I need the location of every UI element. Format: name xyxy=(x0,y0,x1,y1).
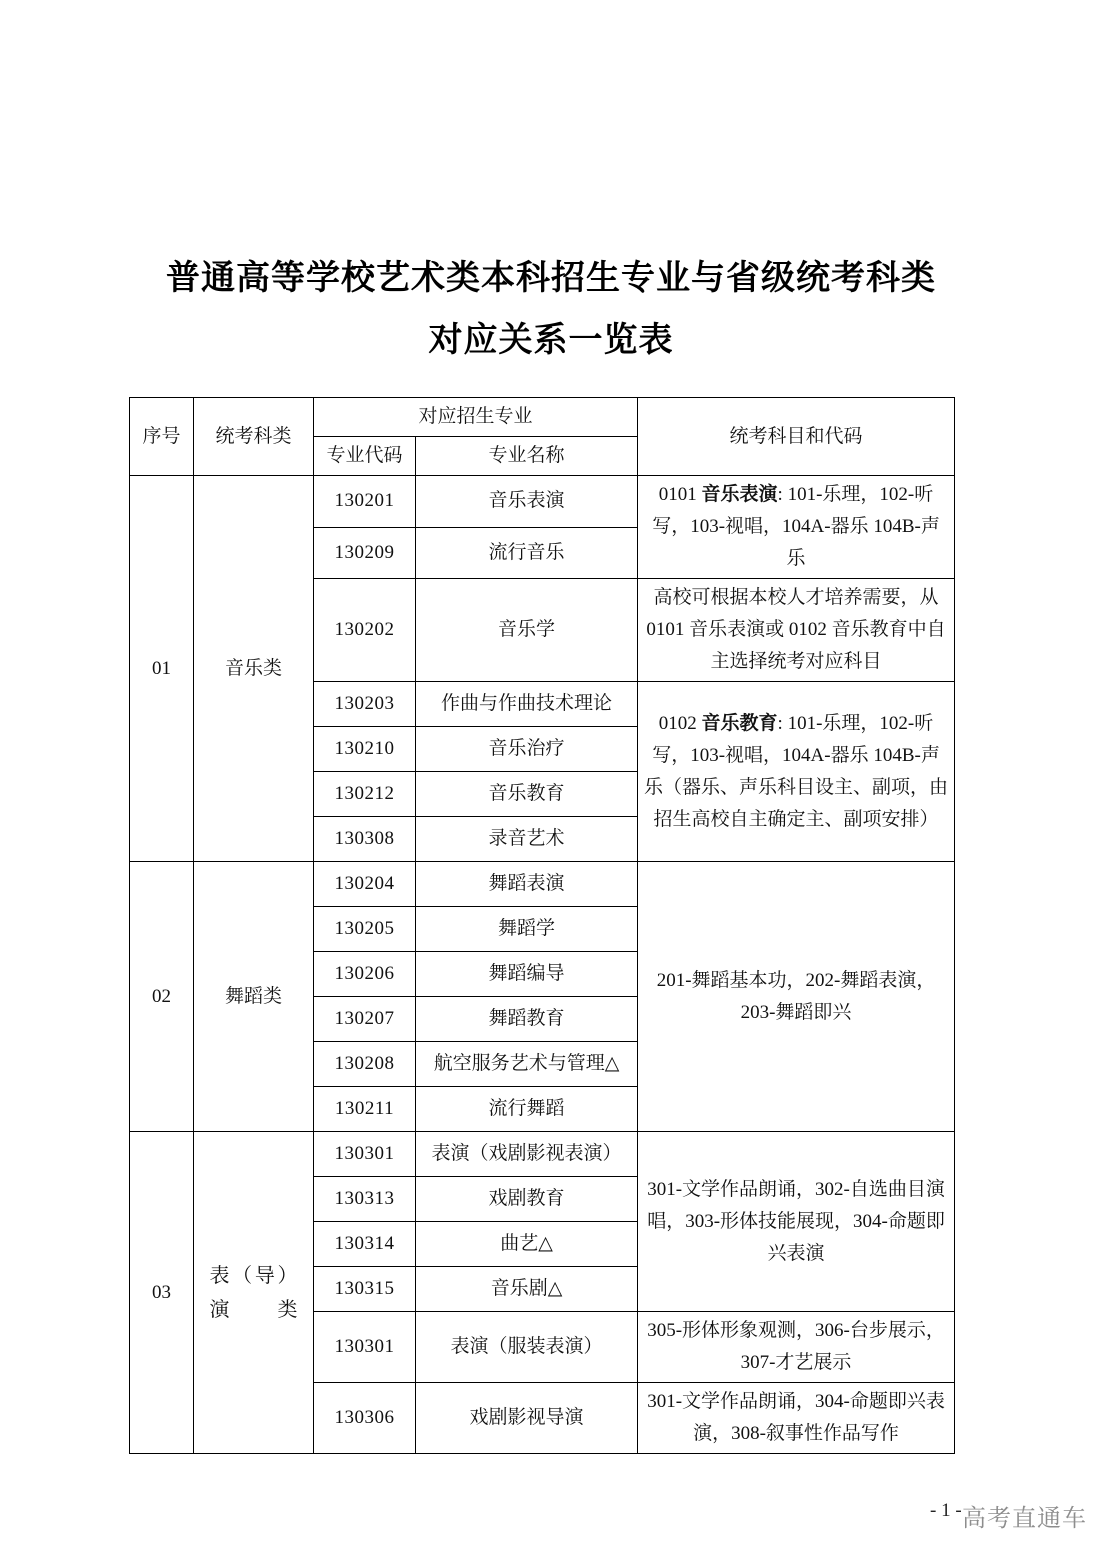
exam-subjects-text: 高校可根据本校人才培养需要，从 0101 音乐表演或 0102 音乐教育中自主选择统考对应科目 xyxy=(646,587,946,672)
header-major-code: 专业代码 xyxy=(314,437,416,476)
watermark-label: 高考直通车 xyxy=(962,1504,1087,1532)
exam-subjects-cell xyxy=(638,1312,955,1383)
page-footer xyxy=(0,1500,1102,1540)
exam-code-prefix: 0102 xyxy=(658,712,702,734)
major-code: 130315 xyxy=(314,1267,416,1312)
majors-exam-mapping-table-wrapper xyxy=(129,397,954,1454)
major-name: 录音艺术 xyxy=(416,817,638,862)
major-name: 舞蹈教育 xyxy=(416,997,638,1042)
major-name: 戏剧影视导演 xyxy=(416,1383,638,1454)
exam-subjects-cell xyxy=(638,1132,955,1312)
major-code: 130211 xyxy=(314,1087,416,1132)
header-category: 统考科类 xyxy=(194,398,314,476)
major-code: 130308 xyxy=(314,817,416,862)
majors-exam-mapping-table xyxy=(129,397,955,1454)
major-code: 130212 xyxy=(314,772,416,817)
major-code: 130301 xyxy=(314,1312,416,1383)
category-seq-03: 03 xyxy=(130,1132,194,1454)
major-name: 舞蹈表演 xyxy=(416,862,638,907)
major-code: 130202 xyxy=(314,579,416,682)
major-name: 音乐表演 xyxy=(416,476,638,528)
exam-subjects-cell xyxy=(638,862,955,1132)
table-row xyxy=(130,862,955,907)
major-name: 曲艺△ xyxy=(416,1222,638,1267)
category-seq-02: 02 xyxy=(130,862,194,1132)
table-header-row-1 xyxy=(130,398,955,437)
major-name: 流行音乐 xyxy=(416,527,638,579)
major-name: 舞蹈编导 xyxy=(416,952,638,997)
major-code: 130314 xyxy=(314,1222,416,1267)
exam-subjects-text: : 101-乐理，102-听写，103-视唱，104A-器乐 104B-声乐 xyxy=(652,484,940,569)
major-code: 130206 xyxy=(314,952,416,997)
major-name: 舞蹈学 xyxy=(416,907,638,952)
exam-code-prefix: 0101 xyxy=(658,484,702,505)
exam-subjects-text: 201-舞蹈基本功，202-舞蹈表演，203-舞蹈即兴 xyxy=(656,969,936,1023)
major-name: 作曲与作曲技术理论 xyxy=(416,682,638,727)
major-name: 流行舞蹈 xyxy=(416,1087,638,1132)
exam-subjects-cell xyxy=(638,579,955,682)
header-major-name: 专业名称 xyxy=(416,437,638,476)
major-name: 音乐剧△ xyxy=(416,1267,638,1312)
category-seq-01: 01 xyxy=(130,476,194,862)
category-name-03 xyxy=(194,1132,314,1454)
major-name: 航空服务艺术与管理△ xyxy=(416,1042,638,1087)
major-code: 130203 xyxy=(314,682,416,727)
category-label: 表（导）演类 xyxy=(209,1264,298,1321)
exam-subjects-text: 301-文学作品朗诵，302-自选曲目演唱，303-形体技能展现，304-命题即兴表演 xyxy=(647,1178,945,1264)
exam-category-bold: 音乐表演 xyxy=(701,484,778,505)
category-name-01 xyxy=(194,476,314,862)
exam-subjects-cell xyxy=(638,682,955,862)
header-majors-group: 对应招生专业 xyxy=(314,398,638,437)
major-code: 130301 xyxy=(314,1132,416,1177)
major-name: 戏剧教育 xyxy=(416,1177,638,1222)
major-code: 130313 xyxy=(314,1177,416,1222)
major-code: 130306 xyxy=(314,1383,416,1454)
major-name: 表演（戏剧影视表演） xyxy=(416,1132,638,1177)
major-code: 130210 xyxy=(314,727,416,772)
exam-subjects-text: 301-文学作品朗诵，304-命题即兴表演，308-叙事性作品写作 xyxy=(647,1391,945,1444)
major-code: 130208 xyxy=(314,1042,416,1087)
title-line-2: 对应关系一览表 xyxy=(428,322,674,359)
exam-subjects-cell xyxy=(638,476,955,579)
category-name-02 xyxy=(194,862,314,1132)
table-row xyxy=(130,1132,955,1177)
exam-subjects-text: : 101-乐理，102-听写，103-视唱，104A-器乐 104B-声乐（器乐、声乐科目设主、副项，由招生高校自主确定主、副项安排） xyxy=(644,712,949,830)
exam-category-bold: 音乐教育 xyxy=(701,712,778,734)
major-name: 表演（服装表演） xyxy=(416,1312,638,1383)
major-code: 130209 xyxy=(314,527,416,579)
major-code: 130201 xyxy=(314,476,416,528)
major-name: 音乐治疗 xyxy=(416,727,638,772)
header-seq: 序号 xyxy=(130,398,194,476)
major-code: 130205 xyxy=(314,907,416,952)
header-exam-subjects: 统考科目和代码 xyxy=(638,398,955,476)
exam-subjects-cell xyxy=(638,1383,955,1454)
major-code: 130204 xyxy=(314,862,416,907)
category-label: 音乐类 xyxy=(224,657,282,679)
category-label: 舞蹈类 xyxy=(224,985,282,1007)
major-name: 音乐学 xyxy=(416,579,638,682)
title-line-1: 普通高等学校艺术类本科招生专业与省级统考科类 xyxy=(166,260,936,297)
major-name: 音乐教育 xyxy=(416,772,638,817)
page-number: - 1 - xyxy=(930,1500,962,1521)
major-code: 130207 xyxy=(314,997,416,1042)
exam-subjects-text: 305-形体形象观测，306-台步展示，307-才艺展示 xyxy=(647,1320,945,1373)
table-row xyxy=(130,476,955,528)
page-title xyxy=(131,248,971,372)
